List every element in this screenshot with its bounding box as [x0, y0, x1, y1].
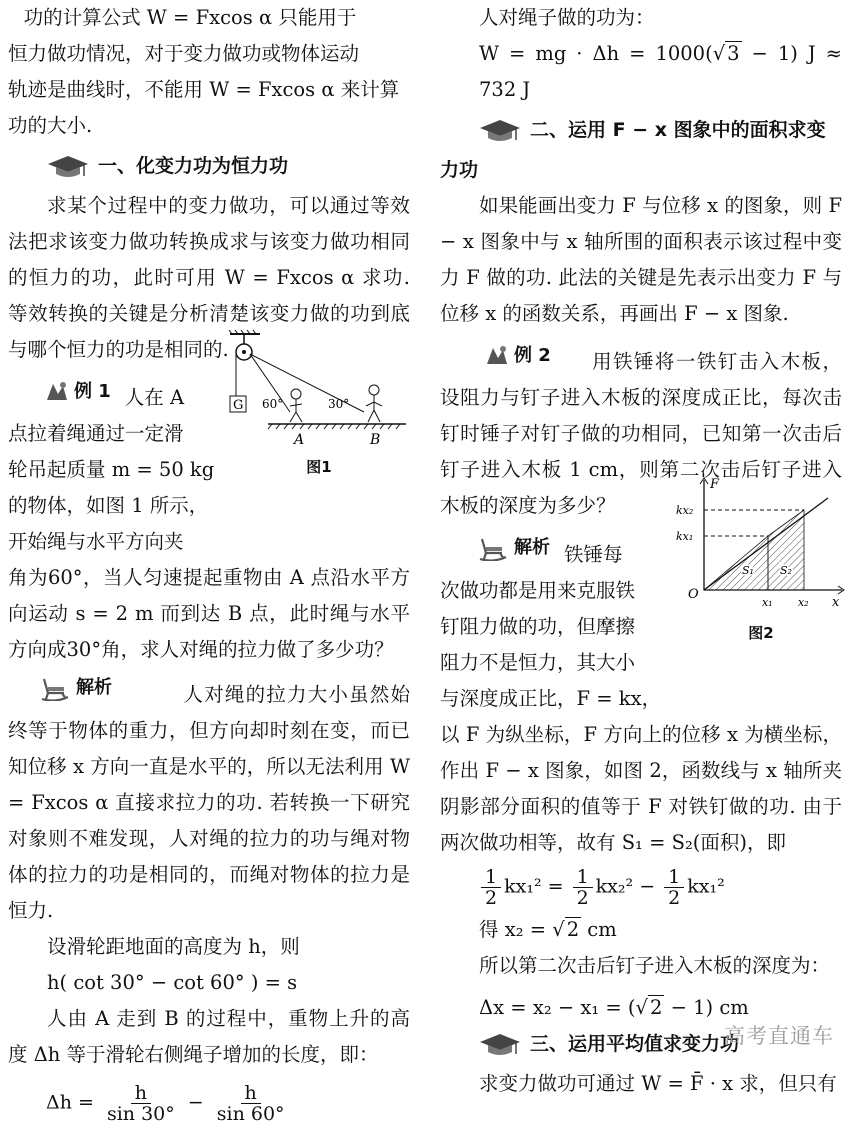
- example1-line: 点拉着绳通过一定滑: [8, 422, 184, 445]
- x1-label: x₁: [762, 596, 773, 609]
- result-line: 得 x₂ = √ 2 cm: [479, 918, 617, 941]
- intro-line: 功的计算公式 W = Fxcos α 只能用于: [23, 6, 357, 29]
- kx2-label: kx₂: [676, 504, 694, 517]
- frac-den: 2: [576, 887, 589, 909]
- term: kx₁²: [504, 875, 542, 898]
- g-label: G: [233, 398, 244, 413]
- analysis2-line: 钉阻力做的功，但摩擦: [440, 615, 636, 638]
- analysis2-line: 阻力不是恒力，其大小: [440, 651, 636, 674]
- example1-line: 轮吊起质量 m = 50 kg: [8, 458, 215, 481]
- analysis2-line: 铁锤每: [564, 543, 623, 566]
- section2-heading: [476, 112, 842, 148]
- section1-heading: [44, 148, 410, 184]
- section2-title-a: 二、运用 F − x 图象中的面积求变: [530, 119, 826, 141]
- analysis2-tag: [476, 530, 550, 566]
- analysis1-body: 人对绳的拉力大小虽然始终等于物体的重力，但方向却时刻在变，而已知位移 x 方向一直是水平的，所以无法利用 W = Fxcos α 直接求拉力的功. 若转换一下研究对象则不难发现，人对绳的拉力的功与绳对物体的拉力的功是相同的，而绳对物体的拉力是恒力.: [8, 683, 410, 922]
- frac-num: 1: [481, 867, 501, 888]
- example1-rest: 角为60°，当人匀速提起重物由 A 点沿水平方向运动 s = 2 m 而到达 B 点，此时绳与水平方向成30°角，求人对绳的拉力做了多少功？: [8, 566, 410, 661]
- s1-label: S₁: [742, 564, 754, 577]
- analysis2-rest: 以 F 为纵坐标，F 方向上的位移 x 为横坐标，作出 F − x 图象，如图 2，函数线与 x 轴所夹阴影部分面积的值等于 F 对铁钉做的功. 由于两次做功相等，故有 S₁ = S₂(面积)，即: [440, 723, 842, 854]
- f-x-graph: [676, 474, 846, 614]
- axis-x-label: x: [832, 595, 840, 610]
- frac-2: [213, 1083, 289, 1124]
- pulley-diagram: [228, 330, 410, 452]
- result-pre: 得 x₂ =: [479, 918, 553, 941]
- figure1-caption: 图1: [306, 458, 332, 476]
- example-icon: [44, 380, 70, 404]
- example1-first: [8, 374, 236, 416]
- frac-den: sin 30°: [106, 1103, 175, 1125]
- eq-dh: [8, 1083, 410, 1124]
- angle-30: 30°: [328, 397, 350, 411]
- axis-f-label: F: [710, 477, 720, 492]
- rocking-chair-icon: [38, 675, 72, 701]
- example1-line: 人在 A: [124, 386, 185, 409]
- analysis2-line: 与深度成正比，F = kx，: [440, 687, 662, 710]
- example1-label: 例 1: [74, 381, 111, 402]
- example1-line: 的物体，如图 1 所示，: [8, 494, 209, 517]
- left-column: [8, 0, 410, 1124]
- section3-first: 求变力做功可通过 W = F̄ · x 求，但只有: [479, 1072, 837, 1095]
- term: kx₂²: [595, 875, 634, 898]
- example1-tag: [44, 374, 111, 410]
- frac-num: h: [241, 1083, 261, 1104]
- figure2-caption: 图2: [748, 624, 774, 642]
- kx1-label: kx₁: [676, 530, 694, 543]
- work-eq-sqrt: 3: [727, 42, 740, 65]
- example1-block: [8, 374, 236, 560]
- minus: −: [187, 1091, 204, 1114]
- figure-2: [676, 474, 846, 644]
- result-post: cm: [581, 918, 617, 941]
- graduation-cap-icon: [44, 152, 92, 180]
- section1-title: 一、化变力功为恒力功: [98, 155, 289, 177]
- area-s1: [704, 536, 768, 590]
- dx-sqrt: 2: [649, 996, 663, 1019]
- frac-1: [103, 1083, 179, 1124]
- work-eq-post: − 1) J ≈ 732 J: [479, 42, 842, 101]
- result-sqrt: 2: [566, 918, 580, 941]
- frac-num: 1: [573, 867, 593, 888]
- watermark: 高考直通车: [724, 1024, 834, 1048]
- frac-den: 2: [485, 887, 498, 909]
- minus: −: [639, 875, 656, 898]
- frac-den: 2: [668, 887, 681, 909]
- example2-label: 例 2: [514, 345, 551, 366]
- analysis2-first: [440, 530, 668, 573]
- frac-num: h: [131, 1083, 151, 1104]
- example2-body: 用铁锤将一铁钉击入木板，设阻力与钉子进入木板的深度成正比，每次击钉时锤子对钉子做的功相同，已知第一次击后钉子进入木板 1 cm，则第二次击后钉子进入木板的深度为多少？: [440, 350, 842, 517]
- rocking-chair-icon: [476, 535, 510, 561]
- dx-line: Δx = x₂ − x₁ = (√ 2 − 1) cm: [479, 996, 749, 1019]
- term: kx₁²: [687, 875, 725, 898]
- analysis2-block: [440, 530, 668, 717]
- section3-title: 三、运用平均值求变力功: [530, 1033, 740, 1055]
- x2-label: x₂: [798, 596, 809, 609]
- intro-line: 轨迹是曲线时，不能用 W = Fxcos α 来计算: [8, 78, 400, 101]
- graduation-cap-icon: [476, 116, 524, 144]
- work-eq-pre: W = mg · Δh = 1000(: [479, 42, 713, 65]
- intro-line: 恒力做功情况，对于变力做功或物体运动: [8, 42, 360, 65]
- frac-half: [481, 867, 501, 908]
- example-icon: [484, 344, 510, 368]
- work-eq: W = mg · Δh = 1000(√ 3 − 1) J ≈ 732 J: [479, 42, 842, 101]
- frac-half: [573, 867, 593, 908]
- frac-half: [664, 867, 684, 908]
- intro-line: 功的大小.: [8, 114, 93, 137]
- analysis2-line: 次做功都是用来克服铁: [440, 579, 636, 602]
- dx-post: − 1) cm: [664, 996, 749, 1019]
- person-line: 人由 A 走到 B 的过程中，重物上升的高度 Δh 等于滑轮右侧绳子增加的长度，即：: [8, 1007, 410, 1066]
- set-h-line: 设滑轮距地面的高度为 h，则: [47, 935, 300, 958]
- example1-line: 开始绳与水平方向夹: [8, 530, 184, 553]
- so-line: 所以第二次击后钉子进入木板的深度为：: [479, 954, 831, 977]
- figure-1: [228, 330, 410, 480]
- example2-tag: [484, 338, 551, 374]
- equals: =: [547, 875, 564, 898]
- analysis2-label: 解析: [514, 537, 550, 558]
- frac-num: 1: [664, 867, 684, 888]
- angle-60: 60°: [262, 397, 284, 411]
- eq-areas: [440, 867, 842, 908]
- area-s2: [768, 510, 804, 590]
- section2-body: 如果能画出变力 F 与位移 x 的图象，则 F − x 图象中与 x 轴所围的面积表示该过程中变力 F 做的功. 此法的关键是先表示出变力 F 与位移 x 的函数关系，再画出 F − x 图象.: [440, 194, 842, 325]
- dx-pre: Δx = x₂ − x₁ = (: [479, 996, 636, 1019]
- analysis1-tag: [38, 670, 112, 706]
- origin-label: O: [688, 587, 699, 602]
- eq-dh-lhs: Δh =: [46, 1091, 94, 1114]
- frac-den: sin 60°: [216, 1103, 285, 1125]
- section1-body: 求某个过程中的变力做功，可以通过等效法把求该变力做功转换成求与该变力做功相同的恒力的功，此时可用 W = Fxcos α 求功. 等效转换的关键是分析清楚该变力做的功到底与哪个恒力的功是相同的.: [8, 194, 410, 361]
- s2-label: S₂: [780, 564, 792, 577]
- eq-h: h( cot 30° − cot 60° ) = s: [47, 971, 298, 994]
- work-intro: 人对绳子做的功为：: [479, 6, 655, 29]
- point-a: A: [294, 432, 305, 448]
- section2-title-b: 力功: [440, 159, 479, 181]
- analysis1-label: 解析: [76, 677, 112, 698]
- point-b: B: [370, 432, 381, 448]
